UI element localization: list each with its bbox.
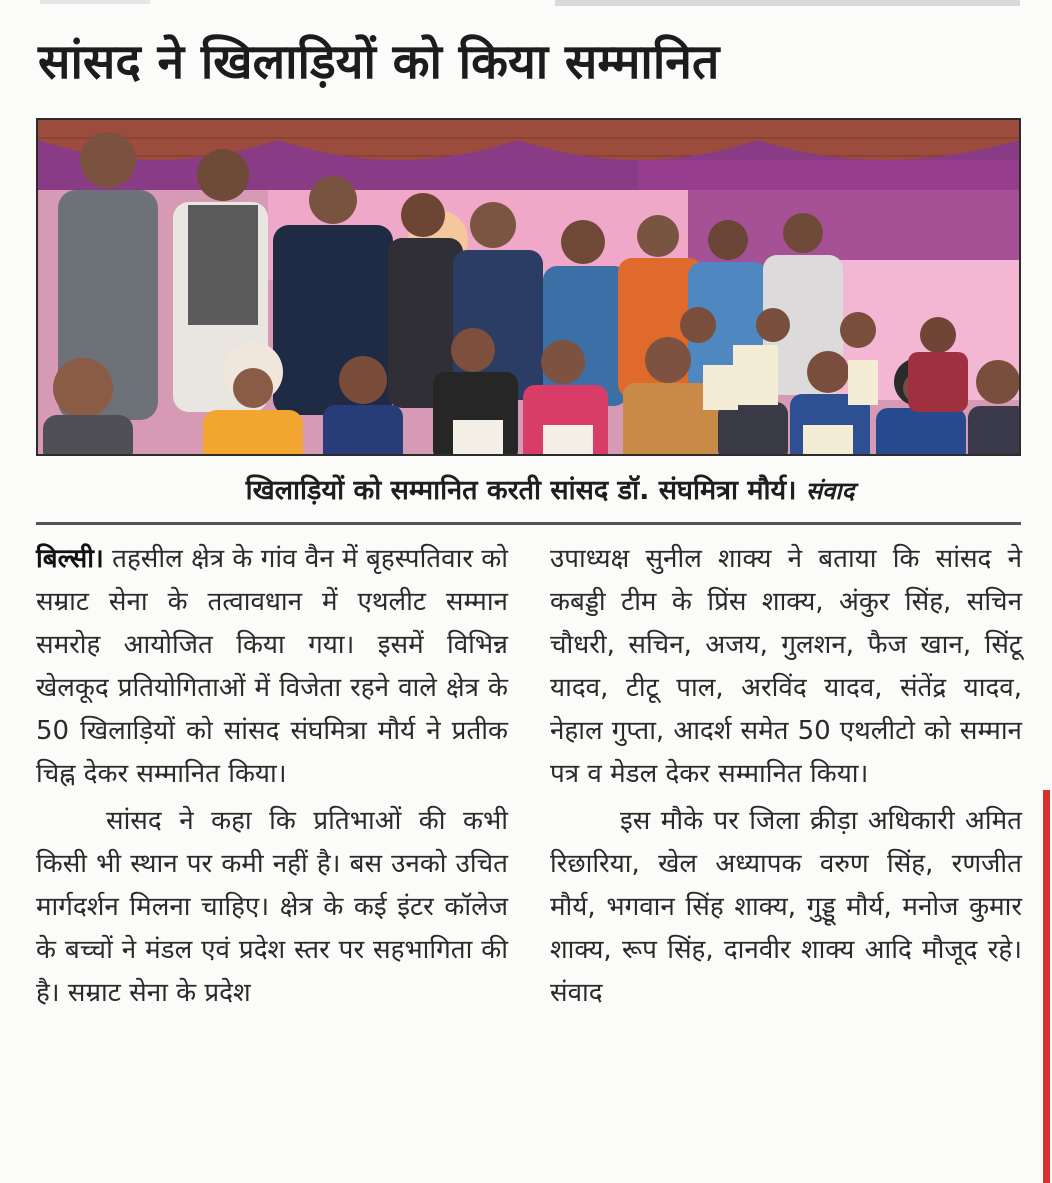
article-column-left: [36, 538, 508, 1015]
caption-text: खिलाड़ियों को सम्मानित करती सांसद डॉ. संघमित्रा मौर्य।: [245, 475, 797, 506]
accent-bar: [1043, 790, 1050, 1183]
paragraph: इस मौके पर जिला क्रीड़ा अधिकारी अमित रिछारिया, खेल अध्यापक वरुण सिंह, रणजीत मौर्य, भगवान सिंह शाक्य, गुड्डू मौर्य, मनोज कुमार शाक्य, रूप सिंह, दानवीर शाक्य आदि मौजूद रहे। संवाद: [550, 806, 1022, 1008]
paragraph: सांसद ने कहा कि प्रतिभाओं की कभी किसी भी स्थान पर कमी नहीं है। बस उनको उचित मार्गदर्शन मिलना चाहिए। क्षेत्र के कई इंटर कॉलेज के बच्चों ने मंडल एवं प्रदेश स्तर पर सहभागिता की है। सम्राट सेना के प्रदेश: [36, 806, 508, 1008]
headline: सांसद ने खिलाड़ियों को किया सम्मानित: [38, 34, 720, 90]
top-rule-right: [555, 0, 1020, 6]
caption-credit: संवाद: [805, 477, 855, 505]
group-photo-icon: [38, 120, 1019, 454]
dateline: बिल्सी।: [36, 544, 104, 574]
paragraph-text: तहसील क्षेत्र के गांव वैन में बृहस्पतिवार को सम्राट सेना के तत्वावधान में एथलीट सम्मान समरोह आयोजित किया गया। इसमें विभिन्न खेलकूद प्रतियोगिताओं में विजेता रहने वाले क्षेत्र के 50 खिलाड़ियों को सांसद संघमित्रा मौर्य ने प्रतीक चिह्न देकर सम्मानित किया।: [36, 544, 508, 789]
photo-caption: [100, 470, 1000, 507]
paragraph: [36, 538, 508, 796]
top-rule-left: [40, 0, 150, 4]
caption-divider: [36, 522, 1021, 525]
article-photo: [36, 118, 1021, 456]
paragraph: उपाध्यक्ष सुनील शाक्य ने बताया कि सांसद ने कबड्डी टीम के प्रिंस शाक्य, अंकुर सिंह, सचिन चौधरी, सचिन, अजय, गुलशन, फैज खान, सिंटू यादव, टीटू पाल, अरविंद यादव, संतेंद्र यादव, नेहाल गुप्ता, आदर्श समेत 50 एथलीटो को सम्मान पत्र व मेडल देकर सम्मानित किया।: [550, 544, 1022, 789]
article-column-right: [550, 538, 1022, 1015]
